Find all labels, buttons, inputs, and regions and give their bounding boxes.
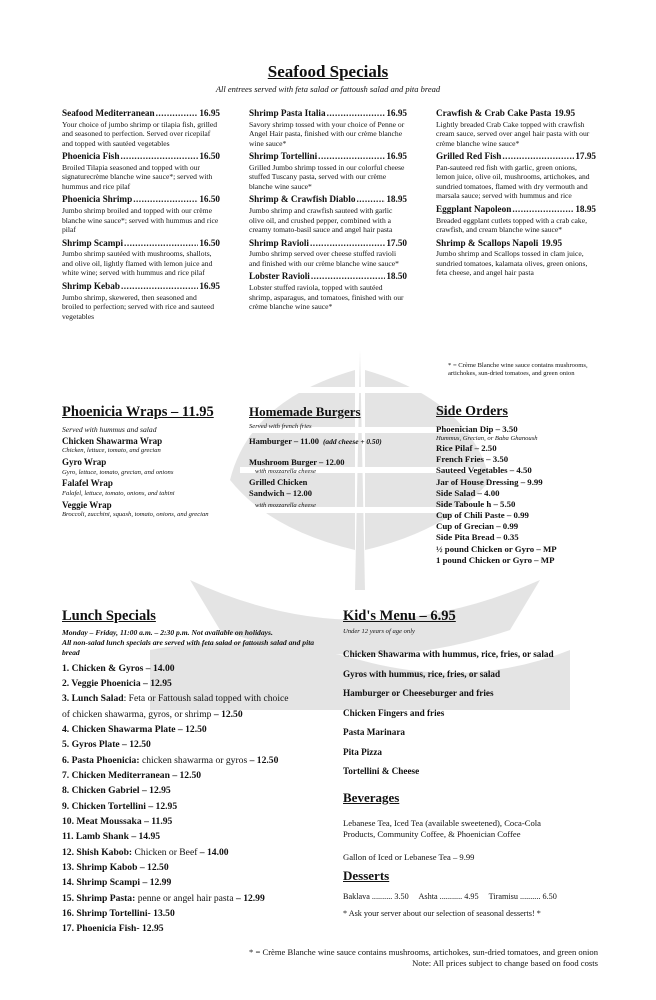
item-description: Jumbo shrimp, skewered, then seasoned and broiled to perfection; served with rice and sauteed vegetables — [62, 292, 215, 321]
menu-item — [249, 108, 407, 148]
side-item: Rice Pilaf – 2.50 — [436, 443, 497, 454]
hamburger-line — [249, 431, 429, 449]
item-description: Pan-sauteed red fish with garlic, green onions, lemon juice, olive oil, mushrooms, artichokes, and sundried tomatoes, flamed with dry vermouth and marsala sauce; served with hummus and rice — [436, 162, 590, 201]
kids-item: Pita Pizza — [343, 746, 383, 757]
lunch-item: 6. Pasta Phoenicia: chicken shawarma or gyros – 12.50 — [62, 754, 279, 766]
item-price: 16.50 — [199, 194, 220, 205]
kids-item: Chicken Shawarma with hummus, rice, fries, or salad — [343, 648, 554, 659]
dessert-tiramisu: Tiramisu .......... 6.50 — [488, 892, 557, 901]
menu-item — [62, 194, 220, 234]
menu-item — [62, 108, 220, 148]
sides-title: Side Orders — [436, 404, 508, 419]
footer-prices-note: Note: All prices subject to change based on food costs — [412, 957, 598, 968]
beverages-title: Beverages — [343, 790, 400, 805]
lunch-item: 14. Shrimp Scampi – 12.99 — [62, 877, 172, 889]
menu-item — [62, 238, 220, 278]
item-description: Lobster stuffed raviola, topped with sautéed shrimp, asparagus, and tomatoes, finished with our crème blanche wine sauce* — [249, 283, 404, 312]
desserts-title: Desserts — [343, 868, 390, 883]
item-price: 18.95 — [575, 203, 596, 214]
kids-item: Tortellini & Cheese — [343, 766, 420, 777]
side-item: French Fries – 3.50 — [436, 454, 509, 465]
menu-item — [436, 238, 596, 278]
item-price: 16.50 — [199, 151, 220, 162]
side-item: Side Salad – 4.00 — [436, 487, 500, 498]
item-name: Shrimp Ravioli — [249, 237, 309, 248]
item-name: Eggplant Napoleon — [436, 203, 512, 214]
lunch-item: 1. Chicken & Gyros – 14.00 — [62, 662, 175, 674]
item-description: Jumbo shrimp served over cheese stuffed ravioli and finished with our crème blanche wine sauce* — [249, 249, 399, 268]
wrap-name: Falafel Wrap — [62, 478, 113, 489]
menu-item — [249, 151, 407, 191]
item-name: Lobster Ravioli — [249, 271, 310, 282]
item-price: 16.95 — [199, 280, 220, 291]
side-item: ½ pound Chicken or Gyro – MP — [436, 543, 557, 554]
wrap-description: Chicken, lettuce, tomato, and grecian — [62, 447, 161, 455]
lunch-item: 5. Gyros Plate – 12.50 — [62, 739, 151, 751]
side-item: Cup of Grecian – 0.99 — [436, 521, 519, 532]
item-description: Broiled Tilapia seasoned and topped with our signaturecrème blanche wine sauce*; served with hummus and rice pilaf — [62, 162, 213, 191]
sides-section — [436, 404, 636, 566]
item-description: Breaded eggplant cutlets topped with a crab cake, crawfish, and cream blanche wine sauce* — [436, 215, 587, 235]
side-item: 1 pound Chicken or Gyro – MP — [436, 554, 555, 565]
item-price: 16.50 — [199, 237, 220, 248]
item-price: 18.50 — [386, 271, 407, 282]
dessert-ashta: Ashta ........... 4.95 — [418, 892, 479, 901]
menu-item — [62, 281, 220, 321]
kids-item: Pasta Marinara — [343, 727, 406, 738]
seafood-title: Seafood Specials — [267, 62, 389, 81]
item-description: Lightly breaded Crab Cake topped with crawfish cream sauce, served over angel hair pasta with our crème blanche wine sauce* — [436, 119, 590, 148]
item-name: Crawfish & Crab Cake Pasta — [436, 108, 552, 118]
wrap-description: Gyro, lettuce, tomato, grecian, and onions — [62, 468, 174, 476]
item-name: Shrimp Scampi — [62, 237, 124, 248]
lunch-item: of chicken shawarma, gyros, or shrimp – 12.50 — [62, 708, 243, 720]
menu-item — [436, 204, 596, 235]
grilled-chicken-2: Sandwich – 12.00 — [249, 488, 313, 499]
menu-item — [436, 108, 596, 148]
wrap-name: Chicken Shawarma Wrap — [62, 436, 163, 447]
side-item: Side Pita Bread – 0.35 — [436, 532, 519, 543]
item-name: Seafood Mediterranean — [62, 108, 155, 118]
item-price: 18.95 — [386, 194, 407, 205]
beverages-section — [343, 790, 633, 864]
item-description: Grilled Jumbo shrimp tossed in our colorful cheese stuffed Tuscany pasta, served with our crème blanche wine sauce* — [249, 162, 405, 191]
menu-item — [249, 271, 407, 311]
footer-note: * = Crème Blanche wine sauce contains mushrooms, artichokes, sun-dried tomatoes, and green onion — [249, 947, 598, 957]
burgers-title: Homemade Burgers — [249, 404, 361, 419]
item-name: Phoenicia Fish — [62, 151, 120, 162]
side-item: Cup of Chili Paste – 0.99 — [436, 510, 529, 521]
wraps-subtitle: Served with hummus and salad — [62, 425, 157, 434]
lunch-note: All non-salad lunch specials are served with feta salad or fattoush salad and pita bread — [62, 637, 315, 657]
item-description: Jumbo shrimp sautéed with mushrooms, shallots, and olive oil, lightly flamed with lemon juice and white wine; served with hummus and rice pilaf — [62, 249, 213, 278]
kids-subtitle: Under 12 years of age only — [343, 628, 415, 635]
lunch-subtitle — [62, 628, 332, 658]
mushroom-burger: Mushroom Burger – 12.00 — [249, 456, 345, 467]
side-item: Sauteed Vegetables – 4.50 — [436, 465, 532, 476]
seafood-note: * = Crème Blanche wine sauce contains mushrooms, artichokes, sun-dried tomatoes, and green onion — [448, 362, 588, 378]
item-name: Shrimp & Scallops Napoli — [436, 237, 539, 248]
hamburger-name: Hamburger – 11.00 — [249, 435, 319, 446]
item-description: Jumbo shrimp broiled and topped with our crème blanche wine sauce*; served with hummus and rice pilaf — [62, 206, 219, 235]
kids-item: Hamburger or Cheeseburger and fries — [343, 688, 494, 699]
desserts-ask: * Ask your server about our selection of seasonal desserts! * — [343, 908, 541, 918]
beverages-gallon: Gallon of Iced or Lebanese Tea – 9.99 — [343, 852, 475, 863]
beverages-line: Products, Community Coffee, & Phoenician Coffee — [343, 829, 521, 840]
lunch-item: 2. Veggie Phoenicia – 12.95 — [62, 677, 172, 689]
item-description: Savory shrimp tossed with your choice of Penne or Angel Hair pasta, finished with our crème blanche wine sauce* — [249, 119, 405, 148]
wraps-section — [62, 404, 242, 521]
lunch-section — [62, 608, 332, 937]
lunch-item: 16. Shrimp Tortellini- 13.50 — [62, 908, 175, 920]
side-description: Hummus, Grecian, or Baba Ghanoush — [436, 435, 538, 443]
item-price: 16.95 — [199, 108, 220, 118]
seafood-column-2 — [249, 108, 407, 315]
item-price: 17.50 — [386, 237, 407, 248]
wrap-description: Falafel, lettuce, tomato, onions, and tahini — [62, 489, 175, 497]
footer — [78, 947, 598, 968]
item-description: Your choice of jumbo shrimp or tilapia fish, grilled and seasoned to perfection. Served over ricepilaf and topped with sautéed vegetables — [62, 119, 218, 148]
dessert-baklava: Baklava .......... 3.50 — [343, 892, 409, 901]
seafood-column-3 — [436, 108, 596, 281]
side-item: Jar of House Dressing – 9.99 — [436, 476, 543, 487]
lunch-item: 9. Chicken Tortellini – 12.95 — [62, 800, 178, 812]
lunch-item: 7. Chicken Mediterranean – 12.50 — [62, 769, 202, 781]
grilled-chicken-note: with mozzarella cheese — [255, 501, 316, 509]
wraps-title: Phoenicia Wraps – 11.95 — [62, 404, 214, 420]
wrap-name: Gyro Wrap — [62, 457, 107, 468]
item-price: 17.95 — [575, 151, 596, 162]
lunch-item: 3. Lunch Salad: Feta or Fattoush salad topped with choice — [62, 693, 289, 705]
lunch-item: 4. Chicken Shawarma Plate – 12.50 — [62, 723, 207, 735]
wrap-description: Broccoli, zucchini, squash, tomato, onions, and grecian — [62, 510, 209, 518]
desserts-row — [343, 892, 643, 903]
lunch-item: 17. Phoenicia Fish- 12.95 — [62, 923, 164, 935]
lunch-item: 11. Lamb Shank – 14.95 — [62, 831, 161, 843]
item-description: Jumbo shrimp and crawfish sauteed with garlic olive oil, and crushed pepper, combined with a creamy tomato-basil sauce and angel hair pasta — [249, 206, 393, 235]
item-price: 19.95 — [554, 108, 576, 118]
item-price: 19.95 — [541, 237, 563, 248]
wrap-name: Veggie Wrap — [62, 499, 112, 510]
side-item: Phoenician Dip – 3.50 — [436, 424, 518, 434]
seafood-subtitle: All entrees served with feta salad or fattoush salad and pita bread — [215, 84, 441, 94]
menu-item — [62, 151, 220, 191]
seafood-column-1 — [62, 108, 220, 324]
beverages-line: Lebanese Tea, Iced Tea (available sweetened), Coca-Cola — [343, 818, 541, 828]
burgers-subtitle: Served with french fries — [249, 423, 312, 430]
lunch-item: 13. Shrimp Kabob – 12.50 — [62, 862, 169, 874]
item-name: Shrimp & Crawfish Diablo — [249, 194, 356, 205]
kids-title: Kid's Menu – 6.95 — [343, 608, 456, 624]
lunch-item: 10. Meat Moussaka – 11.95 — [62, 816, 173, 828]
side-item: Side Taboule h – 5.50 — [436, 498, 516, 509]
item-price: 16.95 — [386, 151, 407, 162]
menu-item — [249, 194, 407, 234]
desserts-section — [343, 868, 643, 919]
lunch-title: Lunch Specials — [62, 608, 156, 624]
kids-section — [343, 608, 633, 786]
item-name: Shrimp Kebab — [62, 280, 120, 291]
item-name: Shrimp Tortellini — [249, 151, 318, 162]
menu-item — [436, 151, 596, 201]
hamburger-extra: (add cheese + 0.50) — [322, 436, 382, 446]
lunch-item: 12. Shish Kabob: Chicken or Beef – 14.00 — [62, 846, 229, 858]
kids-item: Chicken Fingers and fries — [343, 707, 445, 718]
item-price: 16.95 — [386, 108, 407, 118]
item-name: Grilled Red Fish — [436, 151, 502, 162]
lunch-hours: Monday – Friday, 11:00 a.m. – 2:30 p.m. Not available on holidays. — [62, 628, 273, 637]
item-description: Jumbo shrimp and Scallops tossed in clam juice, sundried tomatoes, kalamata olives, green onions, feta cheese, and angel hair pasta — [436, 249, 588, 278]
item-name: Shrimp Pasta Italia — [249, 108, 326, 118]
burgers-section — [249, 404, 429, 512]
menu-item — [249, 238, 407, 269]
lunch-item: 15. Shrimp Pasta: penne or angel hair pasta – 12.99 — [62, 892, 265, 904]
item-name: Phoenicia Shrimp — [62, 194, 133, 205]
lunch-item: 8. Chicken Gabriel – 12.95 — [62, 785, 171, 797]
grilled-chicken-1: Grilled Chicken — [249, 477, 308, 488]
kids-item: Gyros with hummus, rice, fries, or salad — [343, 668, 501, 679]
mushroom-note: with mozzarella cheese — [255, 467, 316, 475]
